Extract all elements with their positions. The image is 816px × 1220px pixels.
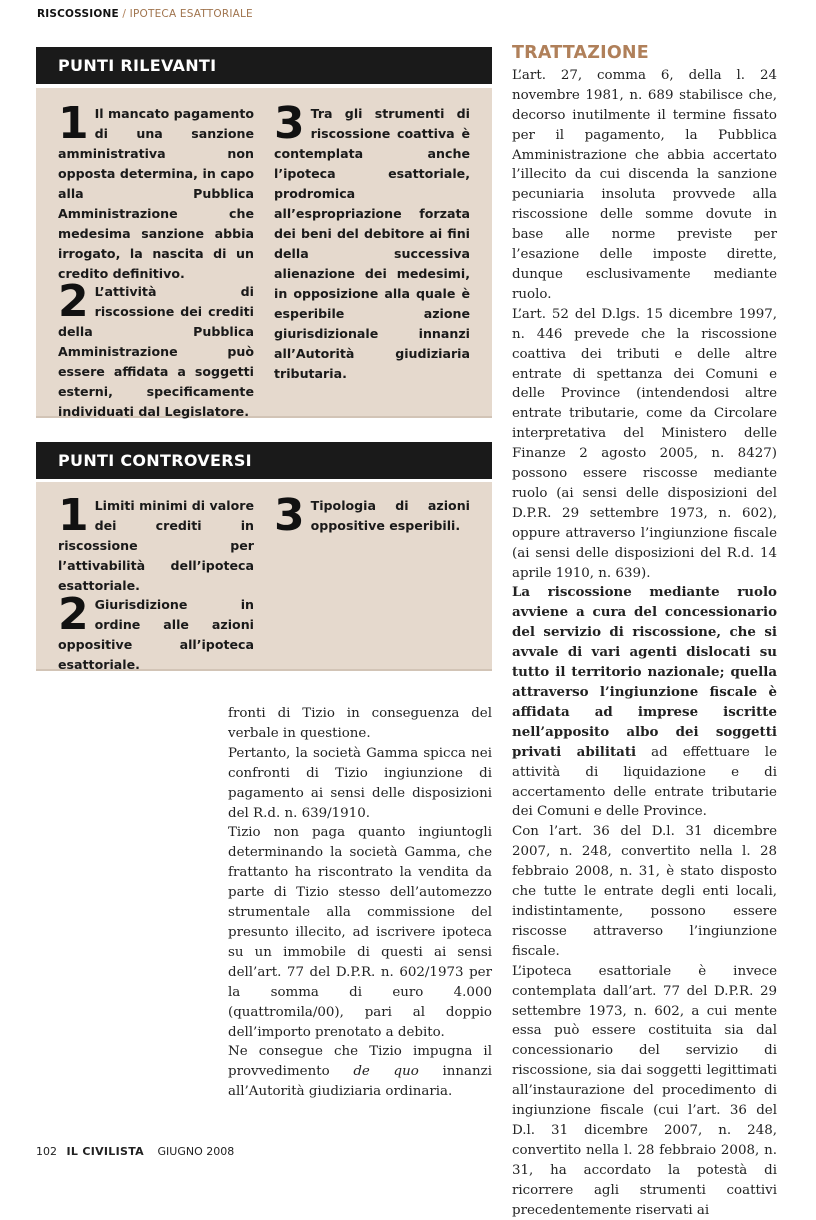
running-head: [37, 8, 253, 20]
magazine-name: IL CIVILISTA: [66, 1145, 144, 1158]
controverso-point-2: [58, 589, 254, 675]
paragraph: Pertanto, la società Gamma spicca nei confronti di Tizio ingiunzione di pagamento ai sensi delle disposizioni del R.d. n. 639/1910.: [228, 745, 492, 821]
paragraph: Ne consegue che Tizio impugna il provvedimento de quo innanzi all’Autorità giudiziaria ordinaria.: [228, 1044, 492, 1100]
punti-controversi-box: [36, 442, 492, 479]
head-separator: /: [118, 8, 130, 20]
paragraph: L’art. 52 del D.lgs. 15 dicembre 1997, n. 446 prevede che la riscossione coattiva dei tributi e delle altre entrate di spettanza dei Comuni e delle Province (intendendosi altre entrate tributarie, come da Circolare interpretativa del Ministero delle Finanze 2 agosto 2005, n. 8427) possono essere riscosse mediante ruolo (ai sensi delle disposizioni del D.P.R. 29 settembre 1973, n. 602), oppure attraverso l’ingiunzione fiscale (ai sensi delle disposizioni del R.d. 14 aprile 1910, n. 639).: [512, 306, 777, 581]
punti-rilevanti-title: PUNTI RILEVANTI: [36, 47, 492, 84]
punti-rilevanti-box: [36, 47, 492, 84]
page-footer: [36, 1145, 234, 1158]
point-number: 3: [274, 98, 305, 149]
rilevante-point-3: [274, 98, 470, 384]
page-number: 102: [36, 1145, 57, 1158]
point-number: 2: [58, 276, 89, 327]
paragraph: La riscossione mediante ruolo avviene a cura del concessionario del servizio di riscossione, che si avvale di vari agenti dislocati su tutto il territorio nazionale; quella attraverso l’ingiunzione fiscale è affidata ad imprese iscritte nell’apposito albo dei soggetti privati abilitati ad effettuare le attività di liquidazione e di accertamento delle entrate tributarie dei Comuni e delle Province.: [512, 584, 777, 820]
paragraph: L’art. 27, comma 6, della l. 24 novembre 1981, n. 689 stabilisce che, decorso inutilmente il termine fissato per il pagamento, la Pubblica Amministrazione che abbia accertato l’illecito da cui discenda la sanzione pecuniaria insoluta provvede alla riscossione delle somme dovute in base alle norme previste per l’esazione delle imposte dirette, dunque esclusivamente mediante ruolo.: [512, 67, 777, 302]
paragraph: Tizio non paga quanto ingiuntogli determinando la società Gamma, che frattanto ha riscontrato la vendita da parte di Tizio stesso dell’automezzo strumentale alla commissione del presunto illecito, ad iscrivere ipoteca su un immobile di questi ai sensi dell’art. 77 del D.P.R. n. 602/1973 per la somma di euro 4.000 (quattromila/00), pari al doppio dell’importo prenotato a debito.: [228, 825, 492, 1040]
point-text: Il mancato pagamento di una sanzione amministrativa non opposta determina, in capo alla Pubblica Amministrazione che medesima sanzione abbia irrogato, la nascita di un credito definitivo.: [58, 106, 254, 281]
point-text: Limiti minimi di valore dei crediti in riscossione per l’attivabilità dell’ipoteca esattoriale.: [58, 498, 254, 593]
point-number: 2: [58, 589, 89, 640]
paragraph: fronti di Tizio in conseguenza del verbale in questione.: [228, 706, 492, 741]
point-number: 1: [58, 490, 89, 541]
controverso-point-1: [58, 490, 254, 596]
section-heading: TRATTAZIONE: [512, 43, 649, 63]
point-text: L’attività di riscossione dei crediti della Pubblica Amministrazione può essere affidata a soggetti esterni, specificamente individuati dal Legislatore.: [58, 284, 254, 419]
point-text: Tra gli strumenti di riscossione coattiva è contemplata anche l’ipoteca esattoriale, prodromica all’espropriazione forzata dei beni del debitore ai fini della successiva alienazione dei medesimi, in opposizione alla quale è esperibile azione giurisdizionale innanzi all’Autorità giudiziaria tributaria.: [274, 106, 470, 381]
subsection-label: IPOTECA ESATTORIALE: [129, 8, 253, 20]
bold-text: La riscossione mediante ruolo avviene a cura del concessionario del servizio di riscossione, che si avvale di vari agenti dislocati su tutto il territorio nazionale; quella attraverso l’ingiunzione fiscale è affidata ad imprese iscritte nell’apposito albo dei soggetti privati abilitati: [512, 584, 777, 760]
paragraph: L’ipoteca esattoriale è invece contemplata dall’art. 77 del D.P.R. 29 settembre 1973, n. 602, a cui mente essa può essere costituita sia dal concessionario del servizio di riscossione, sia dai soggetti legittimati all’instaurazione del procedimento di ingiunzione fiscale (cui l’art. 36 del D.l. 31 dicembre 2007, n. 248, convertito nella l. 28 febbraio 2008, n. 31, ha accordato la potestà di ricorrere agli strumenti coattivi precedentemente riservati ai: [512, 963, 777, 1218]
paragraph: Con l’art. 36 del D.l. 31 dicembre 2007, n. 248, convertito nella l. 28 febbraio 2008, n. 31, è stato disposto che tutte le entrate degli enti locali, indistintamente, possono essere riscosse attraverso l’ingiunzione fiscale.: [512, 824, 777, 959]
section-label: RISCOSSIONE: [37, 8, 119, 20]
right-text-column: [512, 44, 777, 1220]
punti-controversi-title: PUNTI CONTROVERSI: [36, 442, 492, 479]
left-text-column: [228, 704, 492, 1102]
point-number: 3: [274, 490, 305, 541]
controverso-point-3: [274, 490, 470, 541]
point-text: Tipologia di azioni oppositive esperibili.: [310, 498, 470, 533]
point-number: 1: [58, 98, 89, 149]
italic-term: de quo: [353, 1064, 419, 1080]
rilevante-point-2: [58, 276, 254, 422]
issue-date: GIUGNO 2008: [157, 1145, 235, 1158]
rilevante-point-1: [58, 98, 254, 284]
point-text: Giurisdizione in ordine alle azioni oppositive all’ipoteca esattoriale.: [58, 597, 254, 672]
